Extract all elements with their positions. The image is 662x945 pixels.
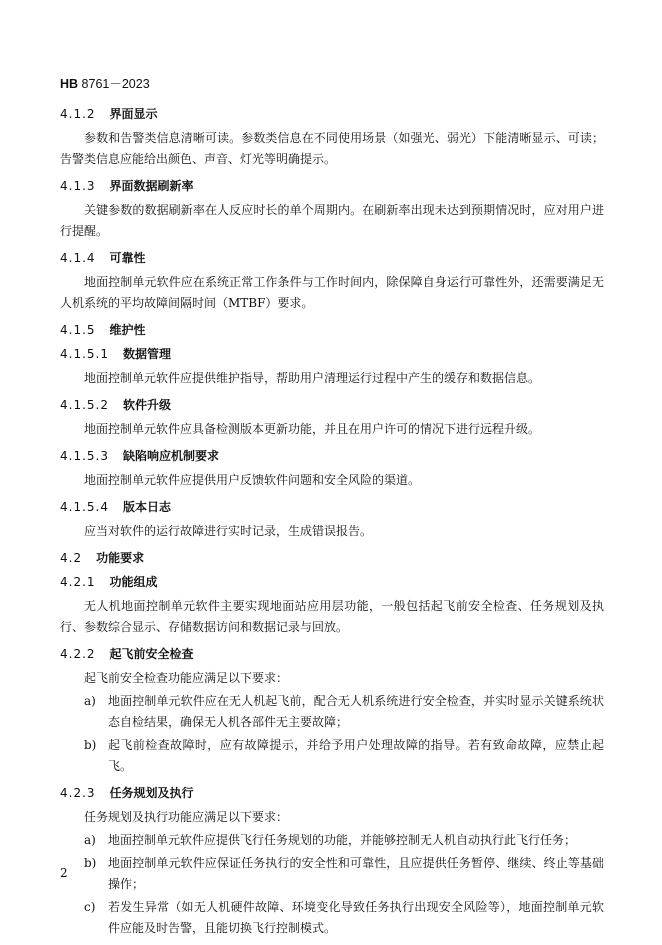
paragraph: 无人机地面控制单元软件主要实现地面站应用层功能，一般包括起飞前安全检查、任务规划及执行、参数综合显示、存储数据访问和数据记录与回放。	[60, 599, 604, 634]
section	[60, 446, 604, 491]
paragraph: 地面控制单元软件应提供用户反馈软件问题和安全风险的渠道。	[84, 473, 421, 487]
spacer	[60, 941, 604, 945]
paragraph: 起飞前安全检查功能应满足以下要求：	[84, 671, 289, 685]
section-number: 4.1.5	[60, 323, 96, 337]
section-number: 4.2.1	[60, 575, 96, 589]
list-item	[60, 830, 604, 851]
standard-code	[60, 74, 150, 92]
section-number: 4.1.5.2	[60, 398, 109, 412]
section	[60, 344, 604, 389]
section-number: 4.1.4	[60, 251, 96, 265]
list-item	[60, 897, 604, 939]
section-heading	[60, 248, 604, 269]
list-item-text: 地面控制单元软件应保证任务执行的安全性和可靠性，且应提供任务暂停、继续、终止等基础操作；	[108, 856, 604, 891]
list-item	[60, 691, 604, 733]
section-title: 起飞前安全检查	[109, 647, 194, 661]
page-number: 2	[60, 866, 68, 880]
section-title: 软件升级	[122, 398, 171, 412]
section	[60, 248, 604, 314]
paragraph: 关键参数的数据刷新率在人反应时长的单个周期内。在刷新率出现未达到预期情况时，应对用户进行提醒。	[60, 203, 604, 238]
section-heading	[60, 548, 604, 569]
list-item-text: 若发生异常（如无人机硬件故障、环境变化导致任务执行出现安全风险等），地面控制单元软件应能及时告警，且能切换飞行控制模式。	[108, 900, 604, 935]
section	[60, 497, 604, 542]
section-heading	[60, 783, 604, 804]
section-number: 4.1.5.1	[60, 347, 109, 361]
section-title: 功能要求	[96, 551, 145, 565]
list-item-marker: a)	[84, 694, 96, 708]
list-item	[60, 735, 604, 777]
section-number: 4.1.5.3	[60, 449, 109, 463]
section-heading	[60, 176, 604, 197]
section-number: 4.1.2	[60, 107, 96, 121]
section-title: 数据管理	[122, 347, 171, 361]
section-number: 4.2.2	[60, 647, 96, 661]
paragraph: 地面控制单元软件应具备检测版本更新功能，并且在用户许可的情况下进行远程升级。	[84, 422, 541, 436]
section-title: 维护性	[109, 323, 146, 337]
section-heading	[60, 395, 604, 416]
section-heading	[60, 644, 604, 665]
section-title: 可靠性	[109, 251, 146, 265]
section	[60, 644, 604, 783]
section-heading	[60, 497, 604, 518]
list-item-text: 起飞前检查故障时，应有故障提示，并给予用户处理故障的指导。若有致命故障，应禁止起飞。	[108, 738, 604, 773]
section	[60, 104, 604, 170]
section-title: 版本日志	[122, 500, 171, 514]
section	[60, 548, 604, 569]
list-item-text: 地面控制单元软件应提供飞行任务规划的功能，并能够控制无人机自动执行此飞行任务；	[108, 833, 577, 847]
section-heading	[60, 446, 604, 467]
section-heading	[60, 320, 604, 341]
section	[60, 395, 604, 440]
paragraph: 参数和告警类信息清晰可读。参数类信息在不同使用场景（如强光、弱光）下能清晰显示、可读；告警类信息应能给出颜色、声音、灯光等明确提示。	[60, 131, 604, 166]
list-item	[60, 853, 604, 895]
section-number: 4.1.5.4	[60, 500, 109, 514]
section-number: 4.2	[60, 551, 83, 565]
standard-code-number: 8761－2023	[78, 77, 150, 91]
section-heading	[60, 572, 604, 593]
list-item-marker: c)	[84, 900, 96, 914]
list-item-marker: a)	[84, 833, 96, 847]
section-heading	[60, 104, 604, 125]
section-title: 界面数据刷新率	[109, 179, 194, 193]
document-body	[60, 104, 604, 945]
section	[60, 176, 604, 242]
list-item-text: 地面控制单元软件应在无人机起飞前，配合无人机系统进行安全检查，并实时显示关键系统状态自检结果，确保无人机各部件无主要故障；	[108, 694, 604, 729]
section-title: 功能组成	[109, 575, 158, 589]
section	[60, 320, 604, 341]
standard-code-prefix: HB	[60, 77, 79, 91]
section	[60, 783, 604, 945]
section-title: 界面显示	[109, 107, 158, 121]
paragraph: 应当对软件的运行故障进行实时记录，生成错误报告。	[84, 524, 373, 538]
list-item-marker: b)	[84, 856, 97, 870]
section	[60, 572, 604, 638]
section-title: 缺陷响应机制要求	[122, 449, 219, 463]
section-number: 4.2.3	[60, 786, 96, 800]
section-title: 任务规划及执行	[109, 786, 194, 800]
section-number: 4.1.3	[60, 179, 96, 193]
paragraph: 地面控制单元软件应在系统正常工作条件与工作时间内，除保障自身运行可靠性外，还需要满足无人机系统的平均故障间隔时间（MTBF）要求。	[60, 275, 604, 310]
list-item-marker: b)	[84, 738, 97, 752]
paragraph: 任务规划及执行功能应满足以下要求：	[84, 810, 289, 824]
section-heading	[60, 344, 604, 365]
paragraph: 地面控制单元软件应提供维护指导，帮助用户清理运行过程中产生的缓存和数据信息。	[84, 371, 541, 385]
